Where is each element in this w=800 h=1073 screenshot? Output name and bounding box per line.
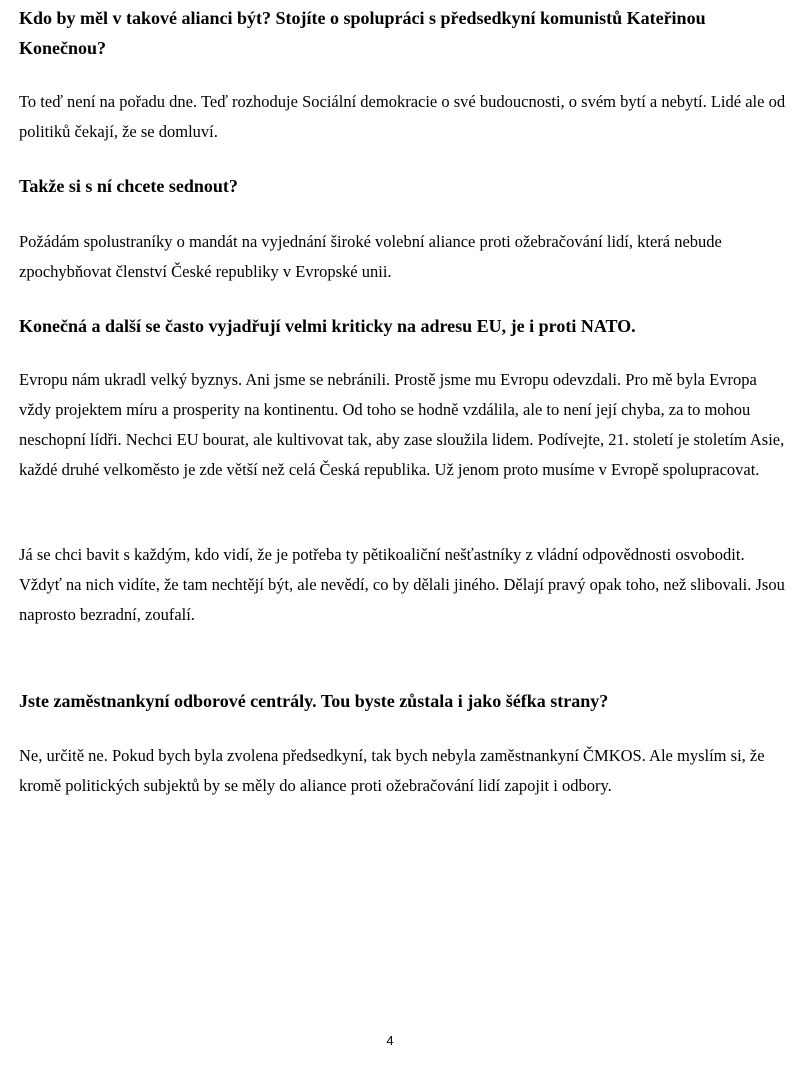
answer-mandat-aliance: Požádám spolustraníky o mandát na vyjednání široké volební aliance proti ožebračování lidí, která nebude zpochybňovat členství České republiky v Evropské unii. [19, 232, 722, 281]
page-number: 4 [386, 1033, 394, 1048]
question-odborova-centrala: Jste zaměstnankyní odborové centrály. Tou byste zůstala i jako šéfka strany? [19, 691, 609, 711]
question-eu-nato: Konečná a další se často vyjadřují velmi kriticky na adresu EU, je i proti NATO. [19, 316, 636, 336]
question-sednout: Takže si s ní chcete sednout? [19, 176, 238, 196]
answer-cmkos: Ne, určitě ne. Pokud bych byla zvolena předsedkyní, tak bych nebyla zaměstnankyní ČMKOS. Ale myslím si, že kromě politických subjektů by se měly do aliance proti ožebračování lidí zapojit i odbory. [19, 746, 765, 795]
answer-evropa-byznys: Evropu nám ukradl velký byznys. Ani jsme se nebránili. Prostě jsme mu Evropu odevzdali. Pro mě byla Evropa vždy projektem míru a prosperity na kontinentu. Od toho se hodně vzdálila, ale to není její chyba, za to mohou neschopní lídři. Nechci EU bourat, ale kultivovat tak, aby zase sloužila lidem. Podívejte, 21. století je stoletím Asie, každé druhé velkoměsto je zde větší než celá Česká republika. Už jenom proto musíme v Evropě spolupracovat. [19, 370, 785, 479]
question-kdo-by-mel: Kdo by měl v takové alianci být? Stojíte o spolupráci s předsedkyní komunistů Kateřinou Konečnou? [19, 8, 706, 58]
answer-na-poradu-dne: To teď není na pořadu dne. Teď rozhoduje Sociální demokracie o své budoucnosti, o svém bytí a nebytí. Lidé ale od politiků čekají, že se domluví. [19, 92, 786, 141]
answer-petikoalice: Já se chci bavit s každým, kdo vidí, že je potřeba ty pětikoaliční nešťastníky z vládní odpovědnosti osvobodit. Vždyť na nich vidíte, že tam nechtějí být, ale nevědí, co by dělali jiného. Dělají pravý opak toho, než slibovali. Jsou naprosto bezradní, zoufalí. [19, 545, 785, 624]
